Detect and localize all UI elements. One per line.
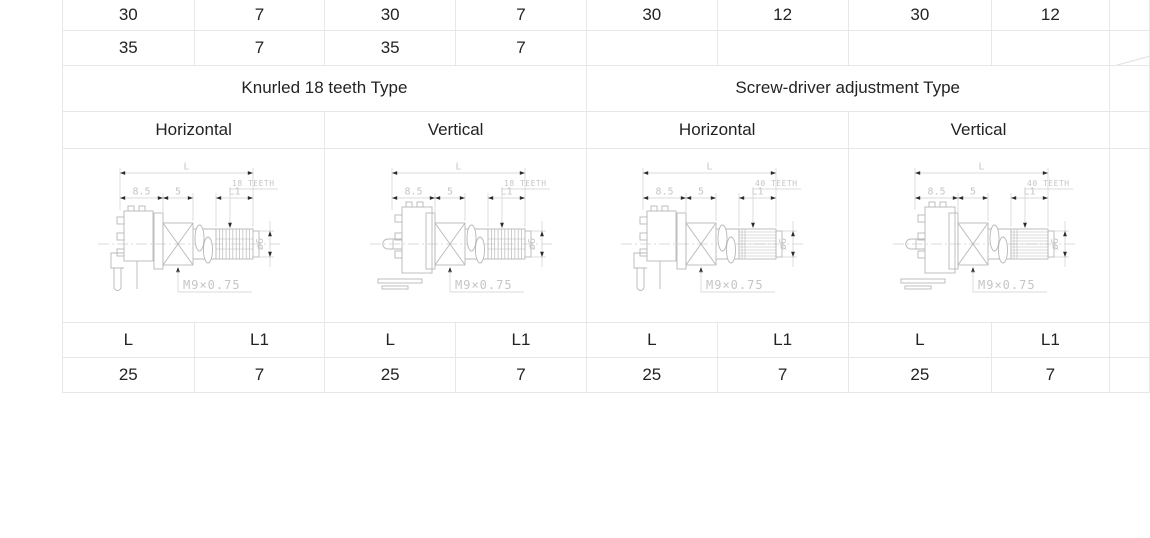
svg-text:L: L (706, 161, 713, 173)
spec-value-cell: 35 (325, 30, 456, 65)
svg-text:5: 5 (969, 186, 976, 198)
svg-text:ø6: ø6 (526, 237, 538, 251)
dimension-value-cell: 25 (848, 357, 992, 392)
na-cell (848, 30, 992, 65)
dimension-header-cell: L (848, 322, 992, 357)
svg-text:M9×0.75: M9×0.75 (454, 278, 513, 292)
technical-drawing-knurled-vertical (325, 148, 587, 322)
spec-value-cell: 35 (63, 30, 195, 65)
orientation-header-vertical: Vertical (848, 111, 1109, 148)
technical-drawing-knurled-horizontal (63, 148, 325, 322)
spec-value-cell: 7 (194, 0, 325, 30)
spec-value-cell: 12 (992, 0, 1109, 30)
svg-text:40 TEETH: 40 TEETH (1026, 179, 1070, 188)
technical-drawing-screwdriver-horizontal (586, 148, 848, 322)
table-row (63, 0, 1150, 30)
svg-text:L1: L1 (1022, 186, 1036, 198)
dimension-value-cell: 7 (992, 357, 1109, 392)
na-cell (717, 30, 848, 65)
svg-text:18 TEETH: 18 TEETH (231, 179, 275, 188)
svg-text:40 TEETH: 40 TEETH (755, 179, 798, 188)
dimension-header-row (63, 322, 1150, 357)
dimension-header-cell: L1 (717, 322, 848, 357)
cutoff-cell (1109, 65, 1149, 111)
svg-text:18 TEETH: 18 TEETH (503, 179, 547, 188)
dimension-header-cell: L1 (194, 322, 325, 357)
svg-text:M9×0.75: M9×0.75 (706, 278, 764, 292)
spec-value-cell: 7 (456, 0, 587, 30)
section-title-screwdriver: Screw-driver adjustment Type (586, 65, 1109, 111)
svg-text:ø6: ø6 (1049, 237, 1061, 251)
svg-text:ø6: ø6 (254, 237, 266, 251)
svg-text:5: 5 (698, 186, 705, 198)
cutoff-cell (1109, 0, 1149, 30)
svg-text:5: 5 (174, 186, 181, 198)
drawing-row (63, 148, 1150, 322)
svg-text:5: 5 (446, 186, 453, 198)
section-title-knurled: Knurled 18 teeth Type (63, 65, 587, 111)
cutoff-cell (1109, 111, 1149, 148)
dimension-value-cell: 25 (325, 357, 456, 392)
spec-value-cell: 30 (325, 0, 456, 30)
svg-text:8.5: 8.5 (404, 186, 423, 198)
svg-text:L: L (978, 161, 985, 173)
dimension-value-cell: 7 (194, 357, 325, 392)
na-cell (992, 30, 1109, 65)
dimension-header-cell: L (325, 322, 456, 357)
dimension-value-cell: 7 (717, 357, 848, 392)
dimension-value-cell: 25 (586, 357, 717, 392)
dimension-header-cell: L (586, 322, 717, 357)
orientation-header-row (63, 111, 1150, 148)
orientation-header-vertical: Vertical (325, 111, 587, 148)
na-cell (586, 30, 717, 65)
na-cell-cutoff (1109, 30, 1149, 65)
cutoff-cell (1109, 148, 1149, 322)
orientation-header-horizontal: Horizontal (63, 111, 325, 148)
svg-text:8.5: 8.5 (655, 186, 674, 198)
table-row (63, 30, 1150, 65)
svg-text:M9×0.75: M9×0.75 (182, 278, 241, 292)
spec-value-cell: 30 (586, 0, 717, 30)
spec-table (62, 0, 1150, 393)
spec-value-cell: 7 (194, 30, 325, 65)
svg-text:8.5: 8.5 (132, 186, 151, 198)
spec-value-cell: 7 (456, 30, 587, 65)
svg-text:M9×0.75: M9×0.75 (977, 278, 1036, 292)
dimension-header-cell: L1 (456, 322, 587, 357)
svg-text:L1: L1 (500, 186, 513, 198)
dimension-value-cell: 7 (456, 357, 587, 392)
svg-text:L: L (455, 161, 462, 173)
svg-text:8.5: 8.5 (926, 186, 946, 198)
svg-text:L1: L1 (751, 186, 764, 198)
dimension-header-cell: L1 (992, 322, 1109, 357)
technical-drawing-screwdriver-vertical (848, 148, 1109, 322)
spec-value-cell: 12 (717, 0, 848, 30)
svg-text:L: L (183, 161, 190, 173)
dimension-header-cell: L (63, 322, 195, 357)
dimension-value-row (63, 357, 1150, 392)
spec-value-cell: 30 (63, 0, 195, 30)
spec-value-cell: 30 (848, 0, 992, 30)
cutoff-cell (1109, 322, 1149, 357)
dimension-value-cell: 25 (63, 357, 195, 392)
orientation-header-horizontal: Horizontal (586, 111, 848, 148)
section-title-row (63, 65, 1150, 111)
cutoff-cell (1109, 357, 1149, 392)
svg-text:ø6: ø6 (778, 237, 790, 251)
svg-text:L1: L1 (228, 186, 241, 198)
